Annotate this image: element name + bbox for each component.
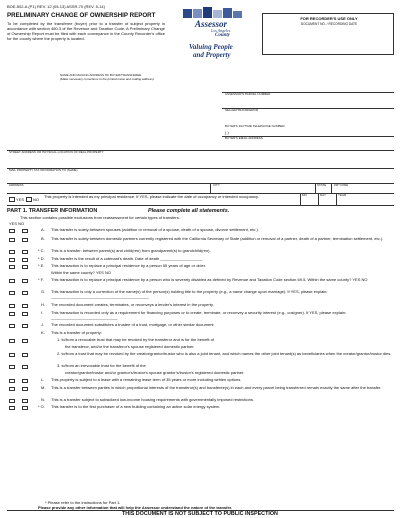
item-text: This property is subject to a lease with a remaining lease term of 35 years or more including written options.: [51, 377, 242, 382]
email-label: BUYER'S EMAIL ADDRESS: [225, 136, 263, 140]
form-title: PRELIMINARY CHANGE OF OWNERSHIP REPORT: [7, 12, 156, 19]
item-text: 3. to/from an irrevocable trust for the benefit of the: [57, 363, 146, 368]
item-no-checkbox[interactable]: [22, 353, 28, 357]
logo-title: Assessor: [195, 19, 228, 29]
day-label: DAY: [320, 193, 326, 197]
zip-label: ZIP CODE: [334, 183, 349, 187]
mailing-address-area[interactable]: [60, 84, 210, 144]
item-no-checkbox[interactable]: [22, 304, 28, 308]
item-letter: * E.: [38, 263, 45, 268]
item-text: 2. to/from a trust that may be revoked by the creator/grantor/trustor who is also a joint tenant, and which names the other joint tenant(s) as beneficiaries when the creator/grantor/trustor dies.: [57, 351, 392, 356]
item-no-checkbox[interactable]: [22, 250, 28, 254]
item-text: This is a transfer between parties in which proportional interests of the transferor(s) and transferee(s) in each and every parcel being transferred remain exactly the same after the transfer.: [51, 385, 382, 390]
logo-subtitle: Los Angeles: [211, 28, 231, 33]
item-yes-checkbox[interactable]: [9, 324, 15, 328]
item-no-checkbox[interactable]: [22, 229, 28, 233]
city-label: CITY: [213, 183, 220, 187]
item-no-checkbox[interactable]: [22, 365, 28, 369]
residence-yes-label: YES: [16, 197, 25, 202]
mail-tax-label: MAIL PROPERTY TAX INFORMATION TO (NAME): [9, 168, 78, 172]
item-yes-checkbox[interactable]: [9, 265, 15, 269]
item-text: This is a transfer: between parent(s) and child(ren) from grandparent(s) to grandchild(ren).: [51, 248, 211, 253]
item-no-checkbox[interactable]: [22, 312, 28, 316]
form-id: BOE-502-A (P1) REV. 12 (05-13) ASSR-70 (REV. 5-14): [7, 4, 105, 9]
item-no-checkbox[interactable]: [22, 387, 28, 391]
apn-label: ASSESSOR'S PARCEL NUMBER: [225, 92, 271, 96]
item-letter: * F.: [38, 277, 44, 282]
mail-tax-field[interactable]: [7, 173, 394, 183]
part1-subnote: This section contains possible exclusions from reassessment for certain types of transfers.: [20, 215, 180, 220]
item-letter: I.: [41, 310, 44, 315]
provide-info: Please provide any other information that will help the Assessor understand the nature of the transfer.: [38, 505, 233, 510]
residence-text: This property is intended as my principal residence. If YES, please indicate the date of occupancy or intended occupancy.: [44, 194, 259, 199]
item-letter: M.: [41, 385, 46, 390]
item-text: This transfer is the result of a cotenant's death. Date of death ___________________: [51, 256, 203, 261]
item-text: 1. to/from a revocable trust that may be revoked by the transferor and is for the benefit of: [57, 337, 214, 342]
item-letter: K.: [41, 330, 45, 335]
item-yes-checkbox[interactable]: [9, 291, 15, 295]
item-text: The recorded document creates, terminates, or reconveys a lender's interest in the property.: [51, 302, 214, 307]
item-yes-checkbox[interactable]: [9, 339, 15, 343]
recorder-use-box: [262, 13, 394, 55]
item-letter: * C.: [38, 248, 45, 253]
item-text: This transfer is to the first purchaser of a new building containing an active solar energy system.: [51, 404, 221, 409]
item-yes-checkbox[interactable]: [9, 250, 15, 254]
item-text: Within the same county? YES NO: [51, 270, 111, 275]
item-text: This transaction is to replace a principal residence by a person 55 years of age or older.: [51, 263, 206, 268]
seller-label: SELLER/TRANSFEROR: [225, 108, 259, 112]
tagline-1: Valuing People: [189, 43, 233, 51]
item-letter: B.: [41, 236, 45, 241]
item-text: The recorded document substitutes a trustee of a trust, mortgage, or other similar document.: [51, 322, 215, 327]
yes-no-header: YES NO: [9, 221, 25, 226]
item-yes-checkbox[interactable]: [9, 279, 15, 283]
item-yes-checkbox[interactable]: [9, 387, 15, 391]
item-no-checkbox[interactable]: [22, 238, 28, 242]
item-letter: H.: [41, 302, 45, 307]
item-text: This transfer is solely between domestic partners currently registered with the California Secretary of State (addition or removal of a partner, death of a partner, termination settlement, etc.).: [51, 236, 384, 241]
item-text: This transfer is solely between spouses (addition or removal of a spouse, death of a spouse, divorce settlement, etc.).: [51, 227, 259, 232]
year-label: YEAR: [338, 193, 347, 197]
item-no-checkbox[interactable]: [22, 406, 28, 410]
item-letter: J.: [41, 322, 45, 327]
residence-no-label: NO: [33, 197, 39, 202]
item-text: This transaction is only a correction of the name(s) of the person(s) holding title to the property (e.g., a name change upon marriage). If YES, please explain: ____________________________________________: [51, 289, 328, 299]
state-label: STATE: [317, 183, 327, 187]
item-letter: N.: [41, 397, 45, 402]
street-address-label: STREET ADDRESS OR PHYSICAL LOCATION OF REAL PROPERTY: [9, 150, 104, 154]
item-text: creator/grantor/trustor and/or grantor's/trustor's spouse grantor's/trustor's registered domestic partner.: [65, 370, 245, 375]
item-text: This is a transfer subject to subsidized low-income housing requirements with governmentally imposed restrictions.: [51, 397, 254, 402]
apn-field[interactable]: [222, 82, 394, 92]
recorder-box-title: FOR RECORDER'S USE ONLY: [300, 16, 358, 21]
tagline-2: and Property: [193, 51, 231, 59]
phone-label: BUYER'S DAYTIME TELEPHONE NUMBER: [225, 124, 285, 128]
item-yes-checkbox[interactable]: [9, 258, 15, 262]
part1-heading: PART 1. TRANSFER INFORMATION: [7, 208, 98, 214]
item-text: the transferor, and/or the transferor's spouse registered domestic partner.: [65, 344, 195, 349]
item-yes-checkbox[interactable]: [9, 406, 15, 410]
item-yes-checkbox[interactable]: [9, 238, 15, 242]
item-letter: A.: [41, 227, 45, 232]
item-no-checkbox[interactable]: [22, 339, 28, 343]
mailing-address-note: (Make necessary corrections to the printed name and mailing address): [60, 77, 154, 81]
footer-notice: THIS DOCUMENT IS NOT SUBJECT TO PUBLIC INSPECTION: [122, 511, 278, 517]
item-yes-checkbox[interactable]: [9, 379, 15, 383]
month-label: MO: [302, 193, 307, 197]
item-text: This transaction is to replace a principal residence by a person who is severely disabled as defined by Revenue and Taxation Code section 69.5. Within the same county? YES NO: [51, 277, 368, 282]
seller-field[interactable]: [222, 98, 394, 108]
part1-footnote: * Please refer to the instructions for Part 1.: [45, 500, 121, 505]
item-text: This transaction is recorded only as a requirement for financing purposes or to create, terminate, or reconvey a security interest (e.g., cosigner). If YES, please explain: ______________________________: [51, 310, 347, 320]
item-yes-checkbox[interactable]: [9, 312, 15, 316]
item-letter: * O.: [38, 404, 45, 409]
residence-no-checkbox[interactable]: [26, 197, 32, 202]
item-yes-checkbox[interactable]: [9, 399, 15, 403]
assessor-logo: [175, 7, 253, 62]
recorder-box-sub: DOCUMENT NO. / RECORDING DATE: [300, 22, 358, 26]
item-no-checkbox[interactable]: [22, 379, 28, 383]
item-letter: L.: [41, 377, 45, 382]
email-field[interactable]: [222, 141, 394, 149]
part1-heading-note: Please complete all statements.: [148, 208, 230, 214]
item-yes-checkbox[interactable]: [9, 229, 15, 233]
address-label: ADDRESS: [9, 183, 24, 187]
item-yes-checkbox[interactable]: [9, 304, 15, 308]
item-no-checkbox[interactable]: [22, 291, 28, 295]
form-intro: To be completed by the transferee (buyer) prior to a transfer of subject property in accordance with section 480.3 of the Revenue and Taxation Code. A Preliminary Change of Ownership Report must be filed with each conveyance in the County Recorder's office for the county where the property is located.: [7, 21, 165, 41]
item-no-checkbox[interactable]: [22, 258, 28, 262]
item-no-checkbox[interactable]: [22, 324, 28, 328]
item-no-checkbox[interactable]: [22, 279, 28, 283]
street-address-field[interactable]: [7, 155, 394, 167]
item-no-checkbox[interactable]: [22, 399, 28, 403]
item-yes-checkbox[interactable]: [9, 353, 15, 357]
residence-yes-checkbox[interactable]: [9, 197, 15, 202]
item-letter: * D.: [38, 256, 45, 261]
item-text: This is a transfer of property:: [51, 330, 102, 335]
logo-county: County: [215, 33, 231, 38]
mailing-address-label: NAME AND MAILING ADDRESS OF BUYER/TRANSFEREE: [60, 73, 142, 77]
item-yes-checkbox[interactable]: [9, 365, 15, 369]
phone-field[interactable]: ( ): [225, 130, 229, 135]
item-no-checkbox[interactable]: [22, 265, 28, 269]
item-letter: G.: [41, 289, 46, 294]
